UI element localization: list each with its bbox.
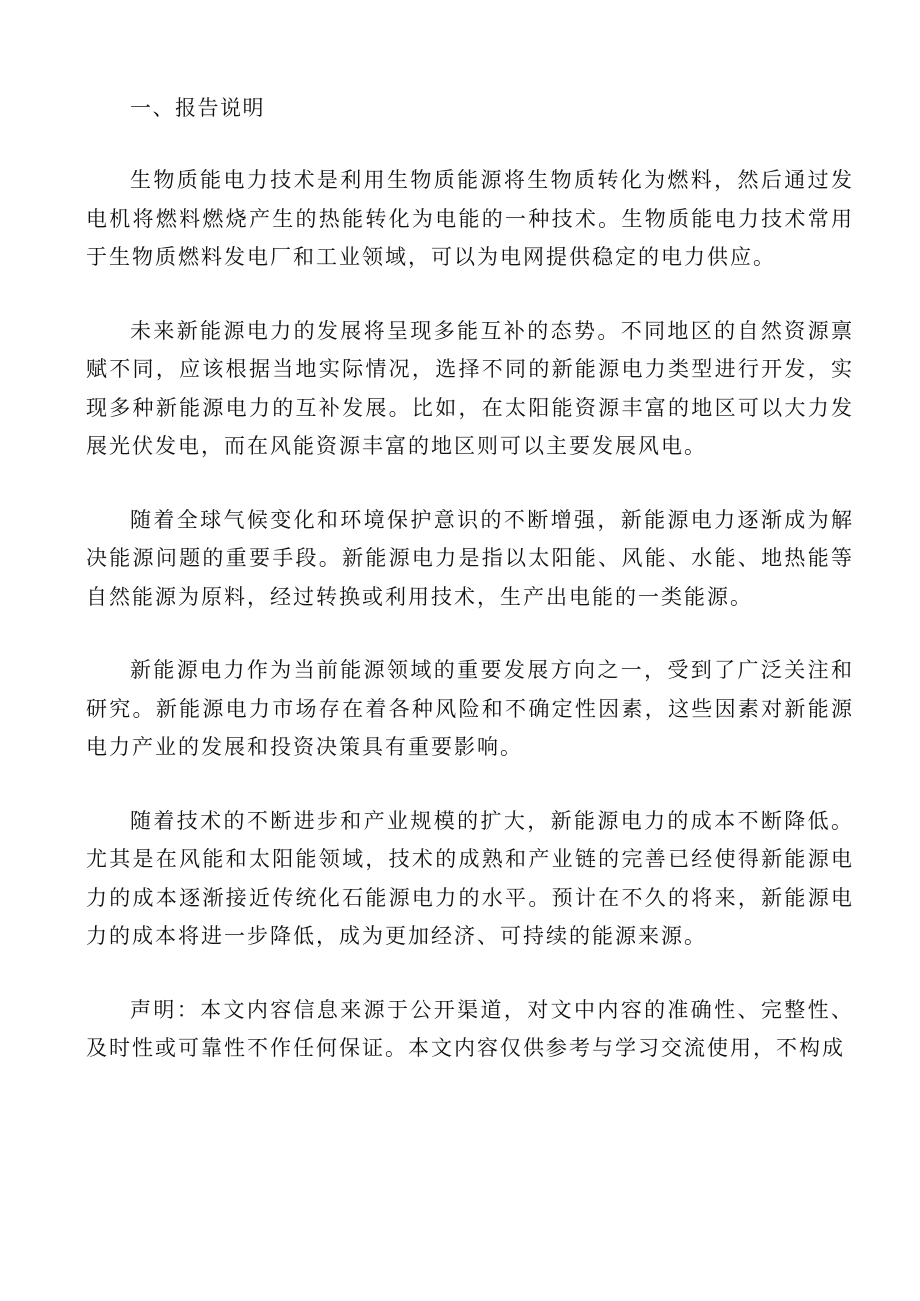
paragraph-disclaimer: 声明：本文内容信息来源于公开渠道，对文中内容的准确性、完整性、及时性或可靠性不作任何保证。本文内容仅供参考与学习交流使用，不构成 bbox=[86, 997, 854, 1060]
paragraph-cost-reduction: 随着技术的不断进步和产业规模的扩大，新能源电力的成本不断降低。尤其是在风能和太阳能领域，技术的成熟和产业链的完善已经使得新能源电力的成本逐渐接近传统化石能源电力的水平。预计在不久的将来，新能源电力的成本将进一步降低，成为更加经济、可持续的能源来源。 bbox=[86, 808, 854, 948]
paragraph-biomass-power: 生物质能电力技术是利用生物质能源将生物质转化为燃料，然后通过发电机将燃料燃烧产生的热能转化为电能的一种技术。生物质能电力技术常用于生物质燃料发电厂和工业领域，可以为电网提供稳定的电力供应。 bbox=[86, 168, 854, 269]
paragraph-market-risk: 新能源电力作为当前能源领域的重要发展方向之一，受到了广泛关注和研究。新能源电力市场存在着各种风险和不确定性因素，这些因素对新能源电力产业的发展和投资决策具有重要影响。 bbox=[86, 658, 854, 759]
paragraph-multi-energy-complement: 未来新能源电力的发展将呈现多能互补的态势。不同地区的自然资源禀赋不同，应该根据当地实际情况，选择不同的新能源电力类型进行开发，实现多种新能源电力的互补发展。比如，在太阳能资源丰富的地区可以大力发展光伏发电，而在风能资源丰富的地区则可以主要发展风电。 bbox=[86, 318, 854, 458]
section-heading: 一、报告说明 bbox=[130, 96, 265, 120]
document-page bbox=[86, 88, 854, 1103]
paragraph-climate-awareness: 随着全球气候变化和环境保护意识的不断增强，新能源电力逐渐成为解决能源问题的重要手段。新能源电力是指以太阳能、风能、水能、地热能等自然能源为原料，经过转换或利用技术，生产出电能的一类能源。 bbox=[86, 507, 854, 609]
